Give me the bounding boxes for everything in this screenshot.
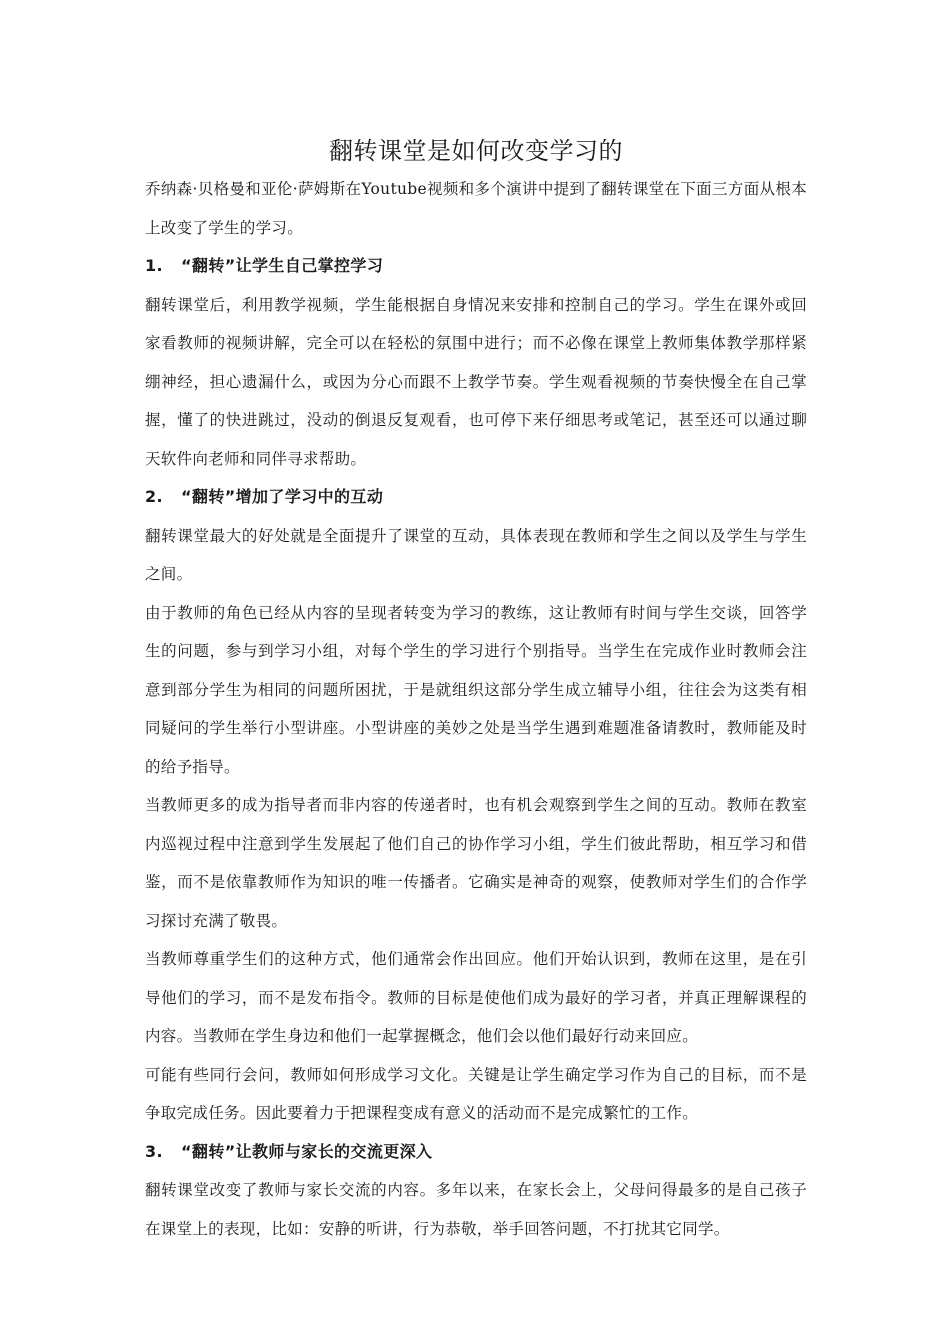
section-title-3: “翻转”让教师与家长的交流更深入 xyxy=(181,1141,433,1161)
section-1-paragraph-1: 翻转课堂后，利用教学视频，学生能根据自身情况来安排和控制自己的学习。学生在课外或回家看教师的视频讲解，完全可以在轻松的氛围中进行；而不必像在课堂上教师集体教学那样紧绷神经，担心遗漏什么，或因为分心而跟不上教学节奏。学生观看视频的节奏快慢全在自己掌握，懂了的快进跳过，没动的倒退反复观看，也可停下来仔细思考或笔记，甚至还可以通过聊天软件向老师和同伴寻求帮助。 xyxy=(145,295,807,468)
section-number-1: 1. xyxy=(145,256,164,275)
section-title-2: “翻转”增加了学习中的互动 xyxy=(181,487,384,506)
section-3-paragraph-1: 翻转课堂改变了教师与家长交流的内容。多年以来，在家长会上，父母问得最多的是自己孩子在课堂上的表现，比如：安静的听讲，行为恭敬，举手回答问题，不打扰其它同学。 xyxy=(145,1181,807,1238)
document-title: 翻转课堂是如何改变学习的 xyxy=(329,137,623,165)
section-heading-2 xyxy=(145,478,807,517)
section-2-paragraph-4: 当教师尊重学生们的这种方式，他们通常会作出回应。他们开始认识到，教师在这里，是在引导他们的学习，而不是发布指令。教师的目标是使他们成为最好的学习者，并真正理解课程的内容。当教师在学生身边和他们一起掌握概念，他们会以他们最好行动来回应。 xyxy=(145,950,807,1045)
section-number-2: 2. xyxy=(145,487,164,506)
section-heading-1 xyxy=(145,247,807,286)
section-2-paragraph-2: 由于教师的角色已经从内容的呈现者转变为学习的教练，这让教师有时间与学生交谈，回答学生的问题，参与到学习小组，对每个学生的学习进行个别指导。当学生在完成作业时教师会注意到部分学生为相同的问题所困扰，于是就组织这部分学生成立辅导小组，往往会为这类有相同疑问的学生举行小型讲座。小型讲座的美妙之处是当学生遇到难题准备请教时，教师能及时的给予指导。 xyxy=(145,603,807,776)
section-2-paragraph-5: 可能有些同行会问，教师如何形成学习文化。关键是让学生确定学习作为自己的目标，而不是争取完成任务。因此要着力于把课程变成有意义的活动而不是完成繁忙的工作。 xyxy=(145,1065,807,1122)
section-2-paragraph-1: 翻转课堂最大的好处就是全面提升了课堂的互动，具体表现在教师和学生之间以及学生与学生之间。 xyxy=(145,526,807,583)
section-number-3: 3. xyxy=(145,1141,164,1161)
section-title-1: “翻转”让学生自己掌控学习 xyxy=(181,256,384,275)
intro-paragraph: 乔纳森·贝格曼和亚伦·萨姆斯在Youtube视频和多个演讲中提到了翻转课堂在下面三方面从根本上改变了学生的学习。 xyxy=(145,180,807,237)
section-2-paragraph-3: 当教师更多的成为指导者而非内容的传递者时，也有机会观察到学生之间的互动。教师在教室内巡视过程中注意到学生发展起了他们自己的协作学习小组，学生们彼此帮助，相互学习和借鉴，而不是依靠教师作为知识的唯一传播者。它确实是神奇的观察，使教师对学生们的合作学习探讨充满了敬畏。 xyxy=(145,796,807,930)
section-heading-3 xyxy=(145,1133,807,1172)
document-body xyxy=(145,132,807,1248)
